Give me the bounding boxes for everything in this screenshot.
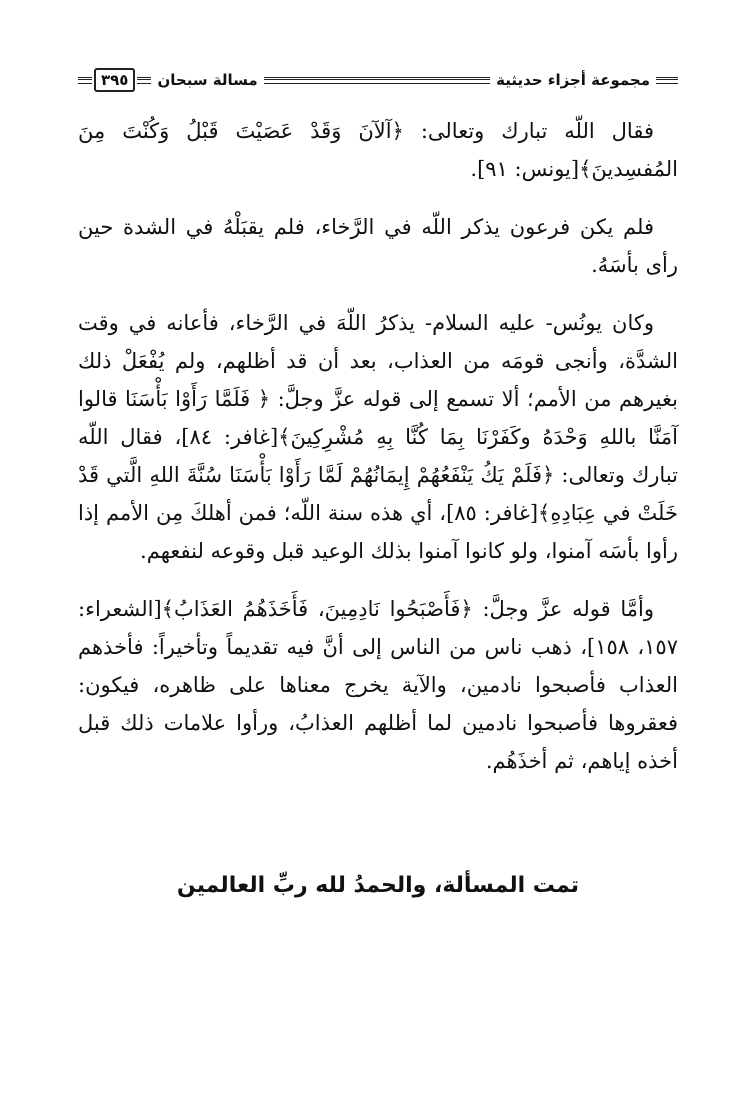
section-title: مسالة سبحان [157, 71, 258, 89]
body-text [78, 112, 678, 798]
page-number: ٣٩٥ [94, 68, 135, 92]
book-title: مجموعة أجزاء حديثية [496, 71, 650, 89]
header-rule-before-number [137, 77, 151, 84]
closing-line: تمت المسألة، والحمدُ لله ربِّ العالمين [176, 873, 580, 898]
header-rule-right [656, 77, 678, 84]
paragraph-4: وأمَّا قوله عزَّ وجلَّ: ﴿فَأَصْبَحُوا نَادِمِينَ، فَأَخَذَهُمُ العَذَابُ﴾[الشعراء: ١٥٧، ١٥٨]، ذهب ناس من الناس إلى أنَّ فيه تقديماً وتأخيراً: فأخذهم العذاب فأصبحوا نادمين، والآية يخرج معناها على ظاهره، فيكون: فعقروها فأصبحوا نادمين لما أظلهم العذابُ، ورأوا علامات ذلك قبل أخذه إياهم، ثم أخذَهُم. [78, 597, 678, 773]
paragraph-3: وكان يونُس- عليه السلام- يذكرُ اللّهَ في الرَّخاء، فأعانه في وقت الشدَّة، وأنجى قومَه من العذاب، بعد أن قد أظلهم، ولم يُفْعَلْ ذلك بغيرهم من الأمم؛ ألا تسمع إلى قوله عزَّ وجلَّ: ﴿ فَلَمَّا رَأَوْا بَأْسَنَا قالوا آمَنَّا باللهِ وَحْدَهُ وكَفَرْنَا بِمَا كُنَّا بِهِ مُشْرِكِينَ﴾[غافر: ٨٤]، فقال اللّه تبارك وتعالى: ﴿فَلَمْ يَكُ يَنْفَعُهُمْ إِيمَانُهُمْ لَمَّا رَأَوْا بَأْسَنَا سُنَّةَ اللهِ الَّتي قَدْ خَلَتْ في عِبَادِهِ﴾[غافر: ٨٥]، أي هذه سنة اللّه؛ فمن أهلكَ مِن الأمم إذا رأوا بأسَه آمنوا، ولو كانوا آمنوا بذلك الوعيد قبل وقوعه لنفعهم. [78, 311, 678, 563]
header-rule-middle [264, 77, 490, 84]
paragraph-1: فقال اللّه تبارك وتعالى: ﴿آلآنَ وَقَدْ عَصَيْتَ قَبْلُ وَكُنْتَ مِنَ المُفسِدينَ﴾[يونس: ٩١]. [78, 119, 678, 181]
paragraph-2: فلم يكن فرعون يذكر اللّه في الرَّخاء، فلم يقبَلْهُ في الشدة حين رأى بأسَهُ. [78, 215, 678, 277]
header-rule-left [78, 77, 92, 84]
running-header [78, 66, 678, 94]
